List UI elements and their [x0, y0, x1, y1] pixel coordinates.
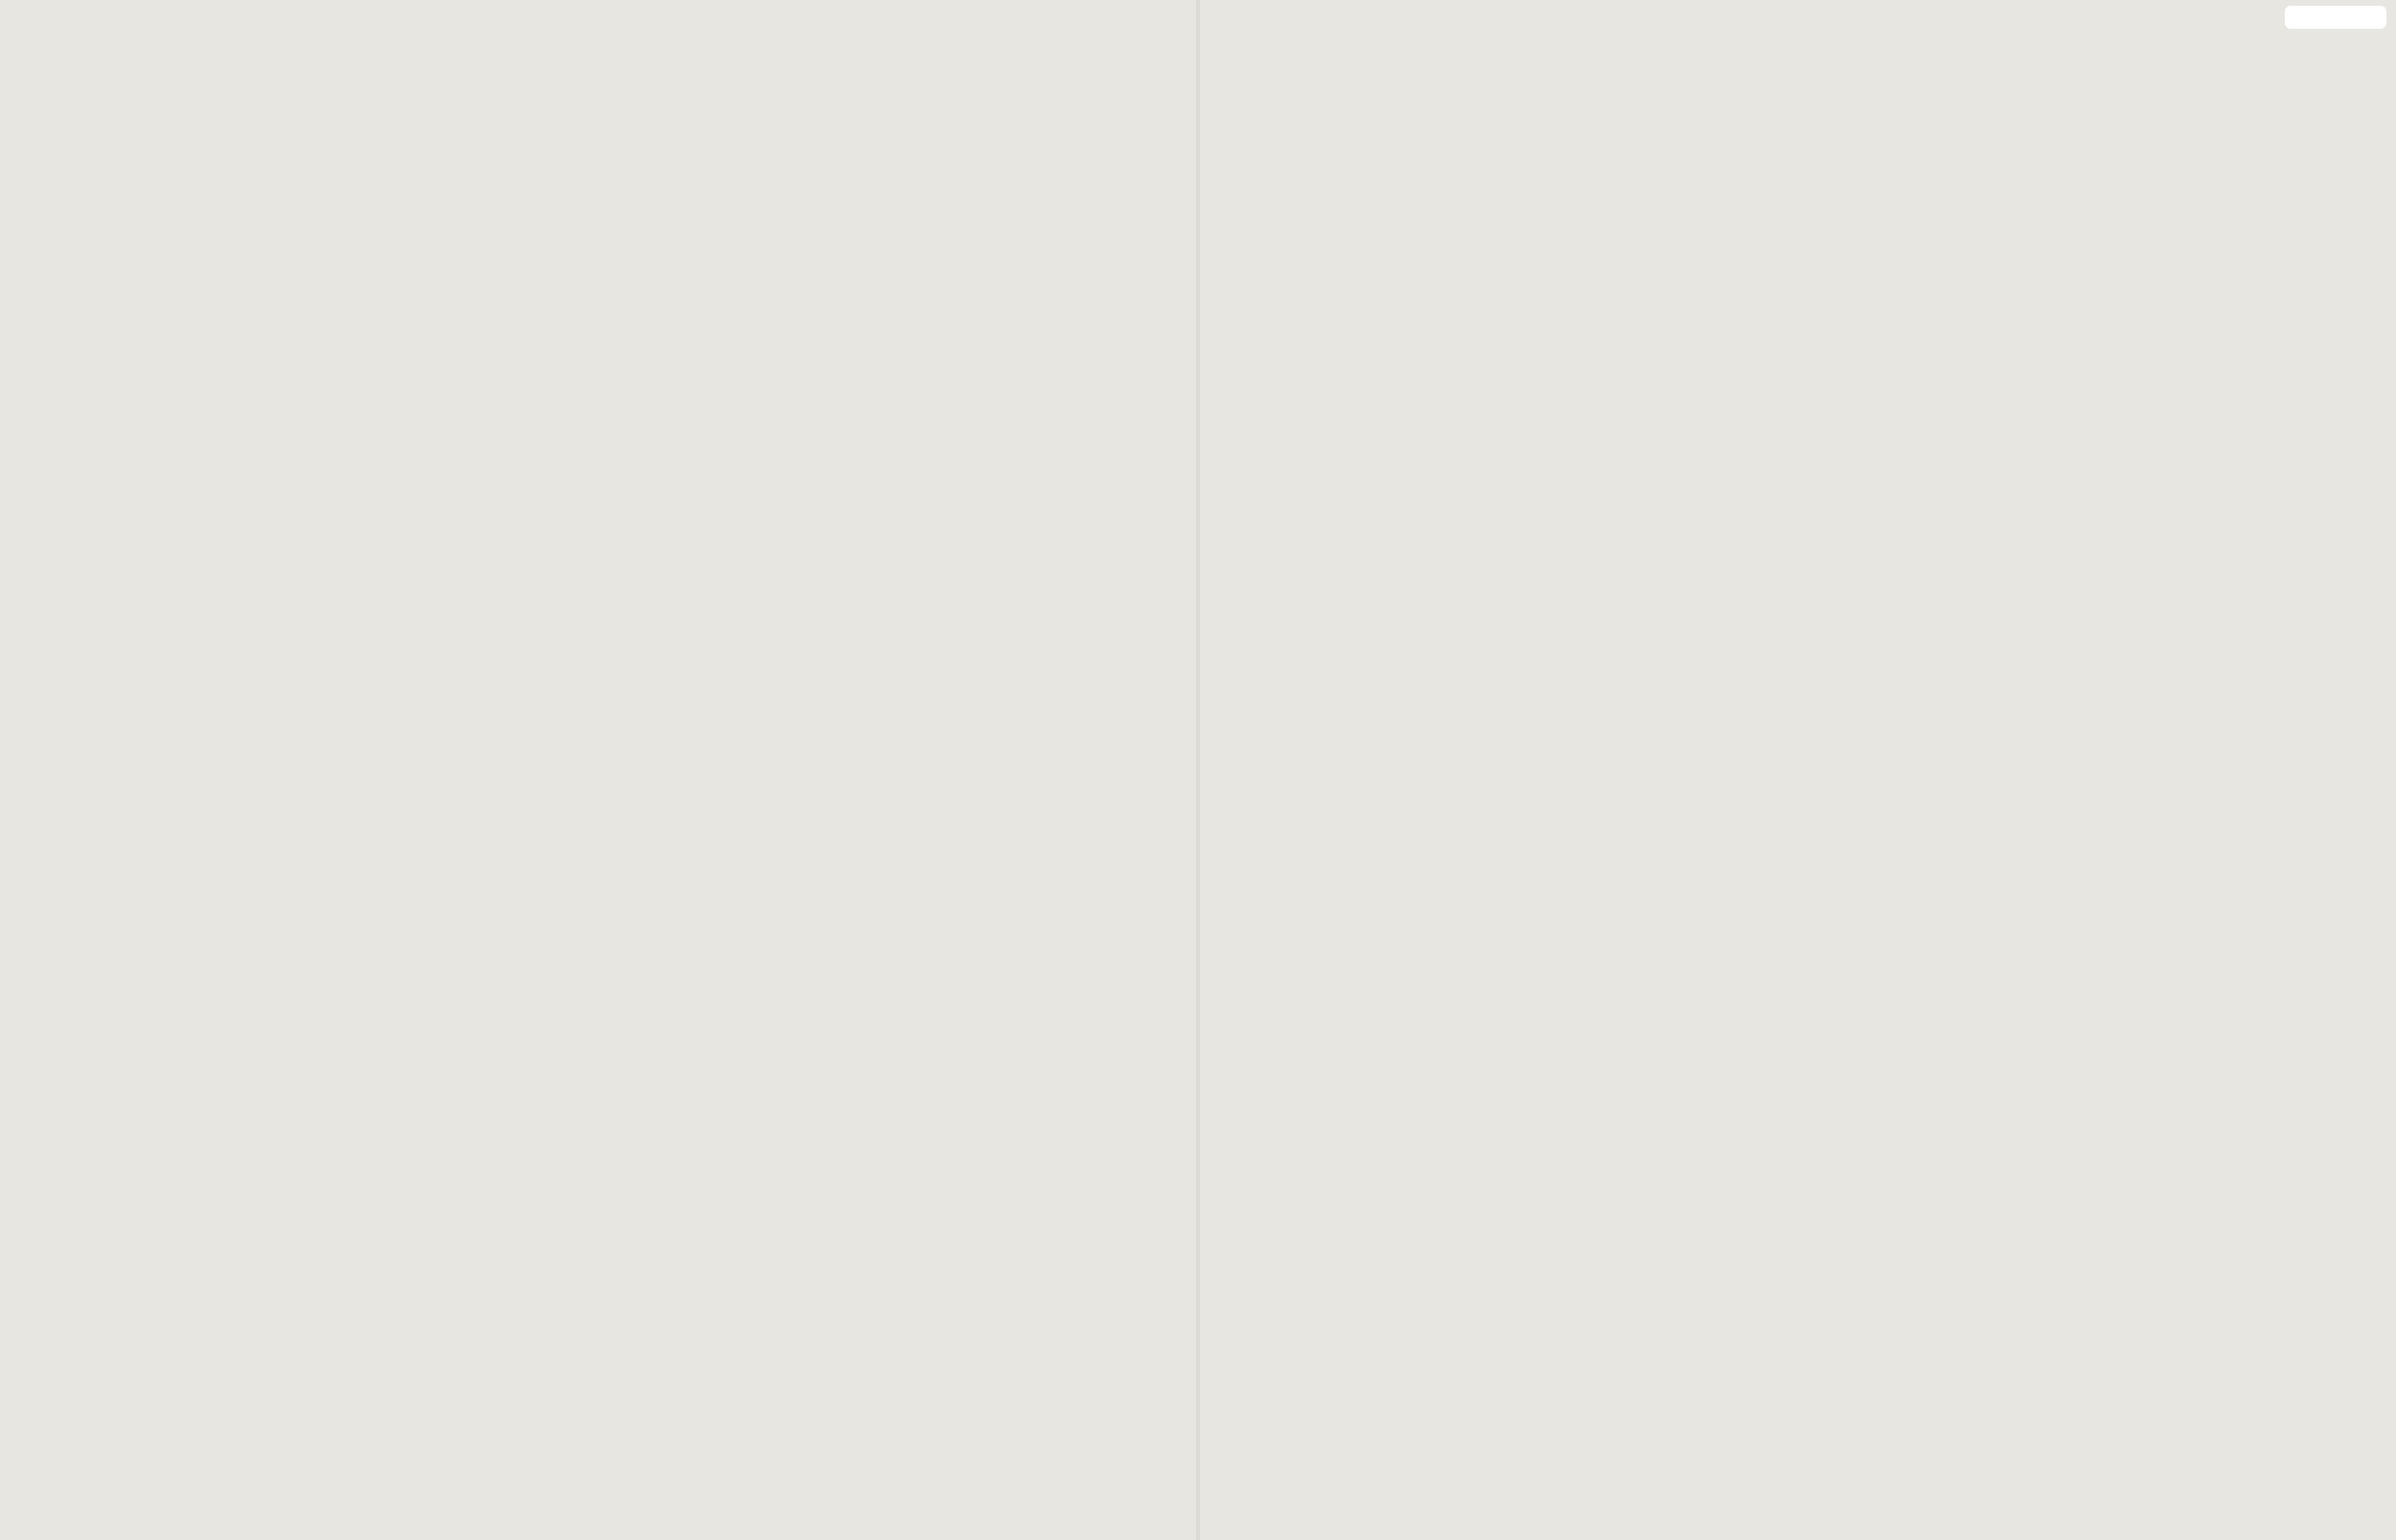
page-right	[1215, 0, 2396, 1540]
